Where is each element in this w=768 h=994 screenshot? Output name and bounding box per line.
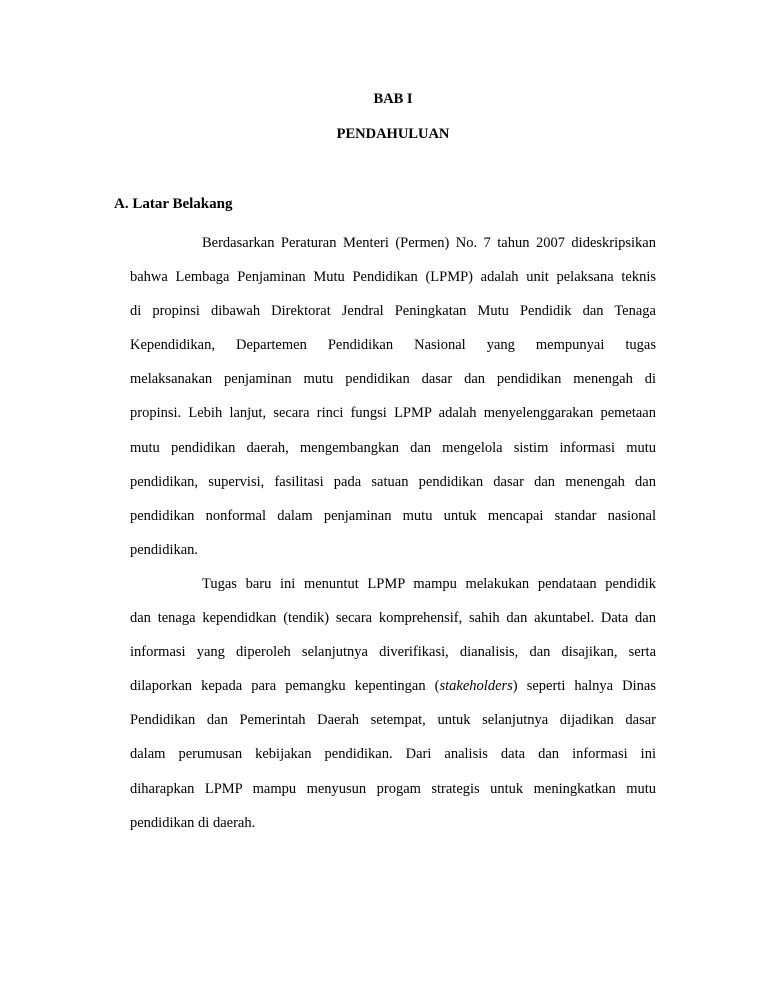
paragraph-line: Pendidikan dan Pemerintah Daerah setempat, untuk selanjutnya dijadikan dasar	[130, 712, 656, 729]
section-heading: A. Latar Belakang	[114, 196, 233, 212]
paragraph-line: dan tenaga kependidkan (tendik) secara komprehensif, sahih dan akuntabel. Data dan	[130, 610, 656, 627]
paragraph-line: propinsi. Lebih lanjut, secara rinci fungsi LPMP adalah menyelenggarakan pemetaan	[130, 405, 656, 422]
paragraph-line: melaksanakan penjaminan mutu pendidikan dasar dan pendidikan menengah di	[130, 371, 656, 388]
text-run: dilaporkan kepada para pemangku kepentingan (	[130, 678, 440, 695]
paragraph-2	[130, 567, 656, 840]
paragraph-line: pendidikan di daerah.	[130, 814, 256, 831]
chapter-number-text: BAB I	[373, 91, 413, 107]
paragraph-line: informasi yang diperoleh selanjutnya diverifikasi, dianalisis, dan disajikan, serta	[130, 644, 656, 661]
chapter-number	[0, 91, 768, 108]
paragraph-line: bahwa Lembaga Penjaminan Mutu Pendidikan (LPMP) adalah unit pelaksana teknis	[130, 269, 656, 286]
paragraph-line: mutu pendidikan daerah, mengembangkan dan mengelola sistim informasi mutu	[130, 439, 656, 456]
text-run: ) seperti halnya Dinas	[512, 678, 656, 695]
paragraph-line: pendidikan, supervisi, fasilitasi pada satuan pendidikan dasar dan menengah dan	[130, 473, 656, 490]
chapter-title-text: PENDAHULUAN	[336, 126, 450, 142]
paragraph-line: Berdasarkan Peraturan Menteri (Permen) No. 7 tahun 2007 dideskripsikan	[202, 235, 656, 251]
paragraph-line: Tugas baru ini menuntut LPMP mampu melakukan pendataan pendidik	[202, 576, 656, 592]
italic-term: stakeholders	[439, 678, 513, 695]
paragraph-line: pendidikan.	[130, 541, 199, 558]
paragraph-line: Kependidikan, Departemen Pendidikan Nasional yang mempunyai tugas	[130, 337, 656, 354]
chapter-title	[0, 126, 768, 143]
paragraph-line: di propinsi dibawah Direktorat Jendral Peningkatan Mutu Pendidik dan Tenaga	[130, 303, 656, 320]
paragraph-line-with-italic	[130, 669, 656, 703]
paragraph-1	[130, 226, 656, 567]
paragraph-line: pendidikan nonformal dalam penjaminan mutu untuk mencapai standar nasional	[130, 507, 656, 524]
paragraph-line: dalam perumusan kebijakan pendidikan. Dari analisis data dan informasi ini	[130, 746, 656, 763]
paragraph-line: diharapkan LPMP mampu menyusun progam strategis untuk meningkatkan mutu	[130, 780, 656, 797]
